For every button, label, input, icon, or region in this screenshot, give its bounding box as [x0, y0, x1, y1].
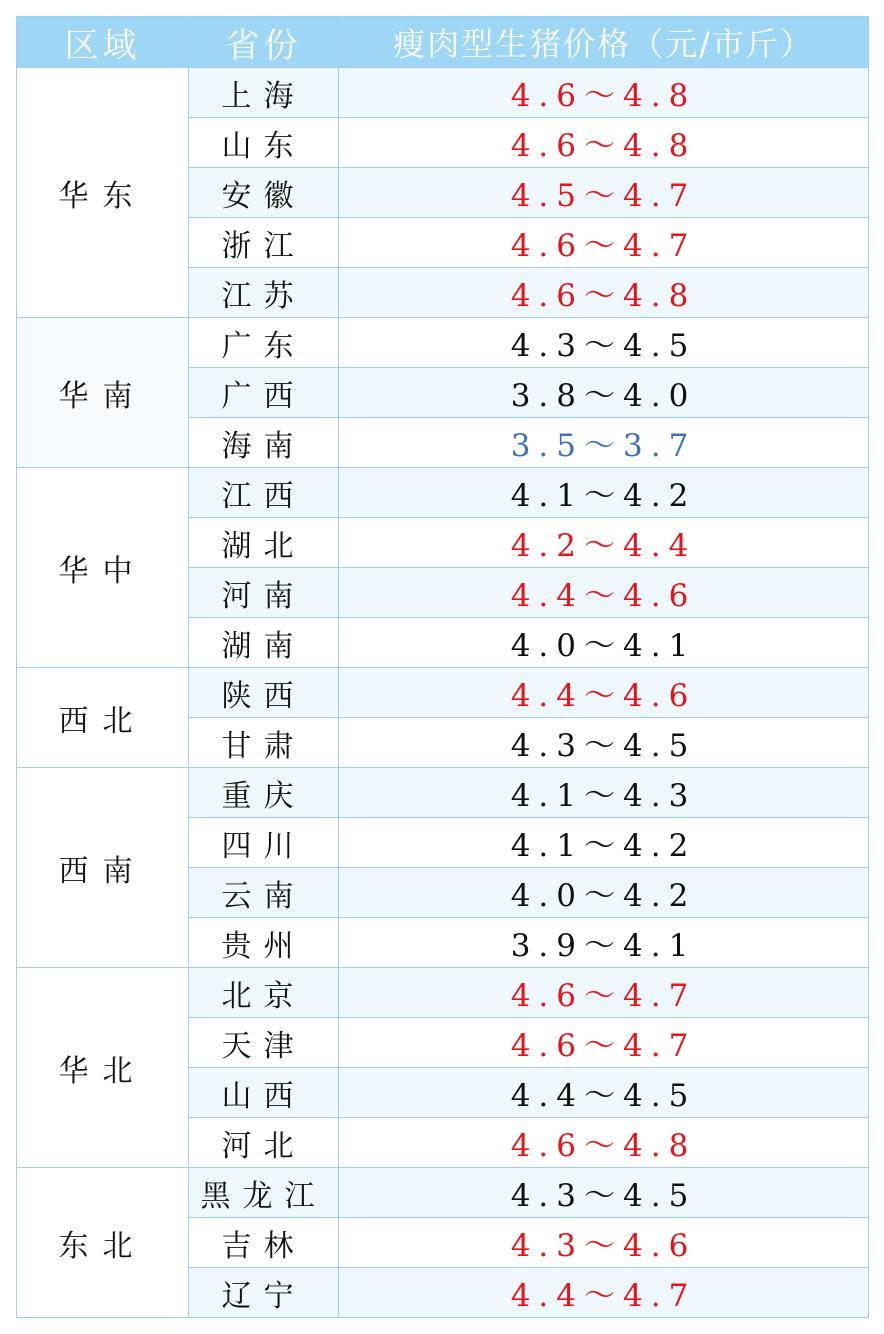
price-cell: 4.6～4.7 [339, 1018, 869, 1068]
price-cell: 4.6～4.8 [339, 118, 869, 168]
table-body [17, 68, 869, 1318]
province-cell: 辽宁 [189, 1268, 339, 1318]
table-row [17, 768, 869, 818]
province-cell: 河南 [189, 568, 339, 618]
price-cell: 4.4～4.6 [339, 568, 869, 618]
table-header [17, 17, 869, 68]
region-cell: 西北 [17, 668, 189, 768]
province-cell: 吉林 [189, 1218, 339, 1268]
pig-price-table [16, 16, 869, 1318]
price-cell: 4.6～4.7 [339, 968, 869, 1018]
price-cell: 4.3～4.6 [339, 1218, 869, 1268]
province-cell: 陕西 [189, 668, 339, 718]
price-cell: 4.0～4.2 [339, 868, 869, 918]
price-cell: 4.1～4.3 [339, 768, 869, 818]
table-row [17, 468, 869, 518]
province-cell: 广西 [189, 368, 339, 418]
price-cell: 4.6～4.8 [339, 1118, 869, 1168]
region-cell: 华南 [17, 318, 189, 468]
region-cell: 华东 [17, 68, 189, 318]
region-cell: 华北 [17, 968, 189, 1168]
region-cell: 西南 [17, 768, 189, 968]
price-cell: 4.2～4.4 [339, 518, 869, 568]
table-row [17, 668, 869, 718]
province-cell: 广东 [189, 318, 339, 368]
province-cell: 浙江 [189, 218, 339, 268]
price-cell: 4.3～4.5 [339, 718, 869, 768]
price-cell: 4.3～4.5 [339, 318, 869, 368]
province-cell: 江苏 [189, 268, 339, 318]
region-cell: 华中 [17, 468, 189, 668]
price-cell: 4.5～4.7 [339, 168, 869, 218]
price-cell: 4.4～4.6 [339, 668, 869, 718]
table-row [17, 1168, 869, 1218]
province-cell: 安徽 [189, 168, 339, 218]
price-cell: 4.6～4.7 [339, 218, 869, 268]
province-cell: 山东 [189, 118, 339, 168]
price-cell: 4.1～4.2 [339, 818, 869, 868]
province-cell: 甘肃 [189, 718, 339, 768]
table-row [17, 68, 869, 118]
province-cell: 重庆 [189, 768, 339, 818]
province-cell: 黑龙江 [189, 1168, 339, 1218]
province-cell: 上海 [189, 68, 339, 118]
province-cell: 贵州 [189, 918, 339, 968]
header-price: 瘦肉型生猪价格（元/市斤） [339, 17, 869, 68]
province-cell: 北京 [189, 968, 339, 1018]
province-cell: 江西 [189, 468, 339, 518]
province-cell: 湖北 [189, 518, 339, 568]
province-cell: 海南 [189, 418, 339, 468]
price-cell: 3.8～4.0 [339, 368, 869, 418]
price-cell: 4.4～4.7 [339, 1268, 869, 1318]
province-cell: 山西 [189, 1068, 339, 1118]
province-cell: 天津 [189, 1018, 339, 1068]
price-cell: 4.6～4.8 [339, 68, 869, 118]
price-cell: 4.0～4.1 [339, 618, 869, 668]
province-cell: 云南 [189, 868, 339, 918]
province-cell: 河北 [189, 1118, 339, 1168]
price-cell: 4.6～4.8 [339, 268, 869, 318]
region-cell: 东北 [17, 1168, 189, 1318]
header-region: 区域 [17, 17, 189, 68]
price-cell: 3.9～4.1 [339, 918, 869, 968]
province-cell: 湖南 [189, 618, 339, 668]
price-cell: 4.1～4.2 [339, 468, 869, 518]
province-cell: 四川 [189, 818, 339, 868]
price-cell: 3.5～3.7 [339, 418, 869, 468]
table-row [17, 318, 869, 368]
table-row [17, 968, 869, 1018]
price-cell: 4.4～4.5 [339, 1068, 869, 1118]
header-province: 省份 [189, 17, 339, 68]
price-cell: 4.3～4.5 [339, 1168, 869, 1218]
